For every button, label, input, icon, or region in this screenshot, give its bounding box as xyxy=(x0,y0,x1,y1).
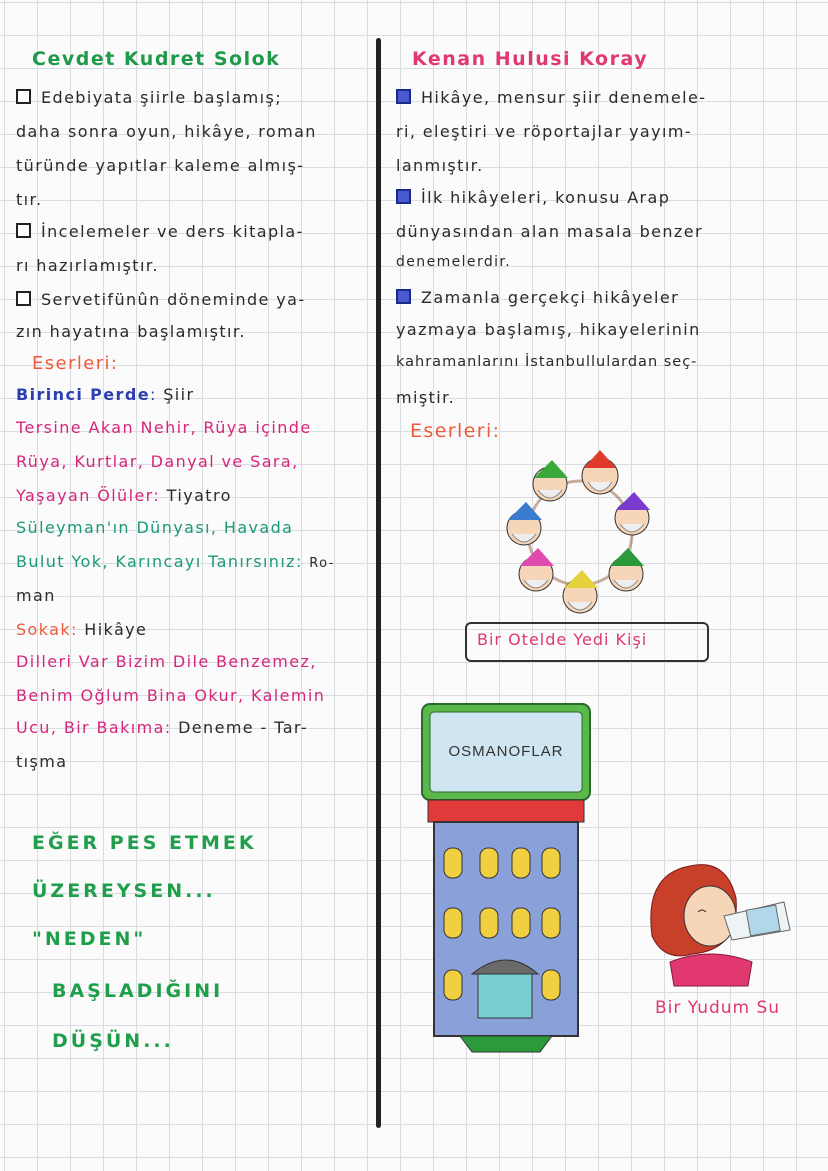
text-line: tır. xyxy=(16,190,43,209)
work-entry: Birinci Perde: Şiir xyxy=(16,385,195,404)
bullet-item: Hikâye, mensur şiir denemele- xyxy=(396,88,706,107)
text-line: zın hayatına başlamıştır. xyxy=(16,322,246,341)
motto-line: EĞER PES ETMEK xyxy=(32,832,257,854)
dwarf-face-icon xyxy=(563,570,598,613)
author-title-right: Kenan Hulusi Koray xyxy=(412,48,649,70)
dwarf-face-icon xyxy=(533,460,568,501)
text-line: lanmıştır. xyxy=(396,156,484,175)
text-line: türünde yapıtlar kaleme almış- xyxy=(16,156,305,175)
text-line: denemelerdir. xyxy=(396,254,512,270)
dwarf-face-icon xyxy=(519,548,554,591)
column-divider xyxy=(376,38,381,1128)
hotel-building-illustration xyxy=(420,702,595,1054)
hotel-sign-text: OSMANOFLAR xyxy=(448,743,564,760)
work-entry: Sokak: Hikâye xyxy=(16,620,148,639)
text-line: man xyxy=(16,586,56,605)
bullet-item: Edebiyata şiirle başlamış; xyxy=(16,88,282,107)
girl-drinking-illustration xyxy=(640,858,800,990)
bullet-square-icon xyxy=(16,291,31,306)
motto-line: DÜŞÜN... xyxy=(52,1030,174,1052)
motto-line: ÜZEREYSEN... xyxy=(32,880,216,902)
motto-line: "NEDEN" xyxy=(32,928,147,950)
text-line: daha sonra oyun, hikâye, roman xyxy=(16,122,317,141)
motto-line: BAŞLADIĞINI xyxy=(52,980,224,1002)
bullet-item: Servetifünûn döneminde ya- xyxy=(16,290,306,309)
work-entry: Benim Oğlum Bina Okur, Kalemin xyxy=(16,686,326,705)
text-line: dünyasından alan masala benzer xyxy=(396,222,703,241)
bullet-square-icon xyxy=(16,89,31,104)
work-entry: Ucu, Bir Bakıma: Deneme - Tar- xyxy=(16,718,309,737)
work-entry: Dilleri Var Bizim Dile Benzemez, xyxy=(16,652,317,671)
text-line: yazmaya başlamış, hikayelerinin xyxy=(396,320,701,339)
bullet-square-icon xyxy=(16,223,31,238)
bullet-item: İncelemeler ve ders kitapla- xyxy=(16,222,304,241)
works-heading-right: Eserleri: xyxy=(410,420,501,442)
bullet-item: Zamanla gerçekçi hikâyeler xyxy=(396,288,679,307)
work-entry: Süleyman'ın Dünyası, Havada xyxy=(16,518,294,537)
text-line: kahramanlarını İstanbullulardan seç- xyxy=(396,354,698,370)
dwarf-face-icon xyxy=(582,450,618,494)
bullet-square-icon xyxy=(396,89,411,104)
text-line: tışma xyxy=(16,752,68,771)
bullet-square-icon xyxy=(396,189,411,204)
work-entry: Tersine Akan Nehir, Rüya içinde xyxy=(16,418,312,437)
book-title-2: Bir Yudum Su xyxy=(655,998,781,1018)
work-entry: Yaşayan Ölüler: Tiyatro xyxy=(16,486,232,505)
dwarf-face-icon xyxy=(507,502,542,545)
text-line: miştir. xyxy=(396,388,456,407)
text-line: ri, eleştiri ve röportajlar yayım- xyxy=(396,122,693,141)
dwarf-face-icon xyxy=(609,548,644,591)
works-heading-left: Eserleri: xyxy=(32,353,119,374)
bullet-item: İlk hikâyeleri, konusu Arap xyxy=(396,188,670,207)
bullet-square-icon xyxy=(396,289,411,304)
text-line: rı hazırlamıştır. xyxy=(16,256,159,275)
seven-dwarves-illustration xyxy=(500,448,660,618)
work-entry: Rüya, Kurtlar, Danyal ve Sara, xyxy=(16,452,299,471)
book-title-1: Bir Otelde Yedi Kişi xyxy=(477,630,648,649)
work-entry: Bulut Yok, Karıncayı Tanırsınız: Ro- xyxy=(16,552,335,571)
author-title-left: Cevdet Kudret Solok xyxy=(32,48,281,70)
book-title-box xyxy=(465,622,709,662)
